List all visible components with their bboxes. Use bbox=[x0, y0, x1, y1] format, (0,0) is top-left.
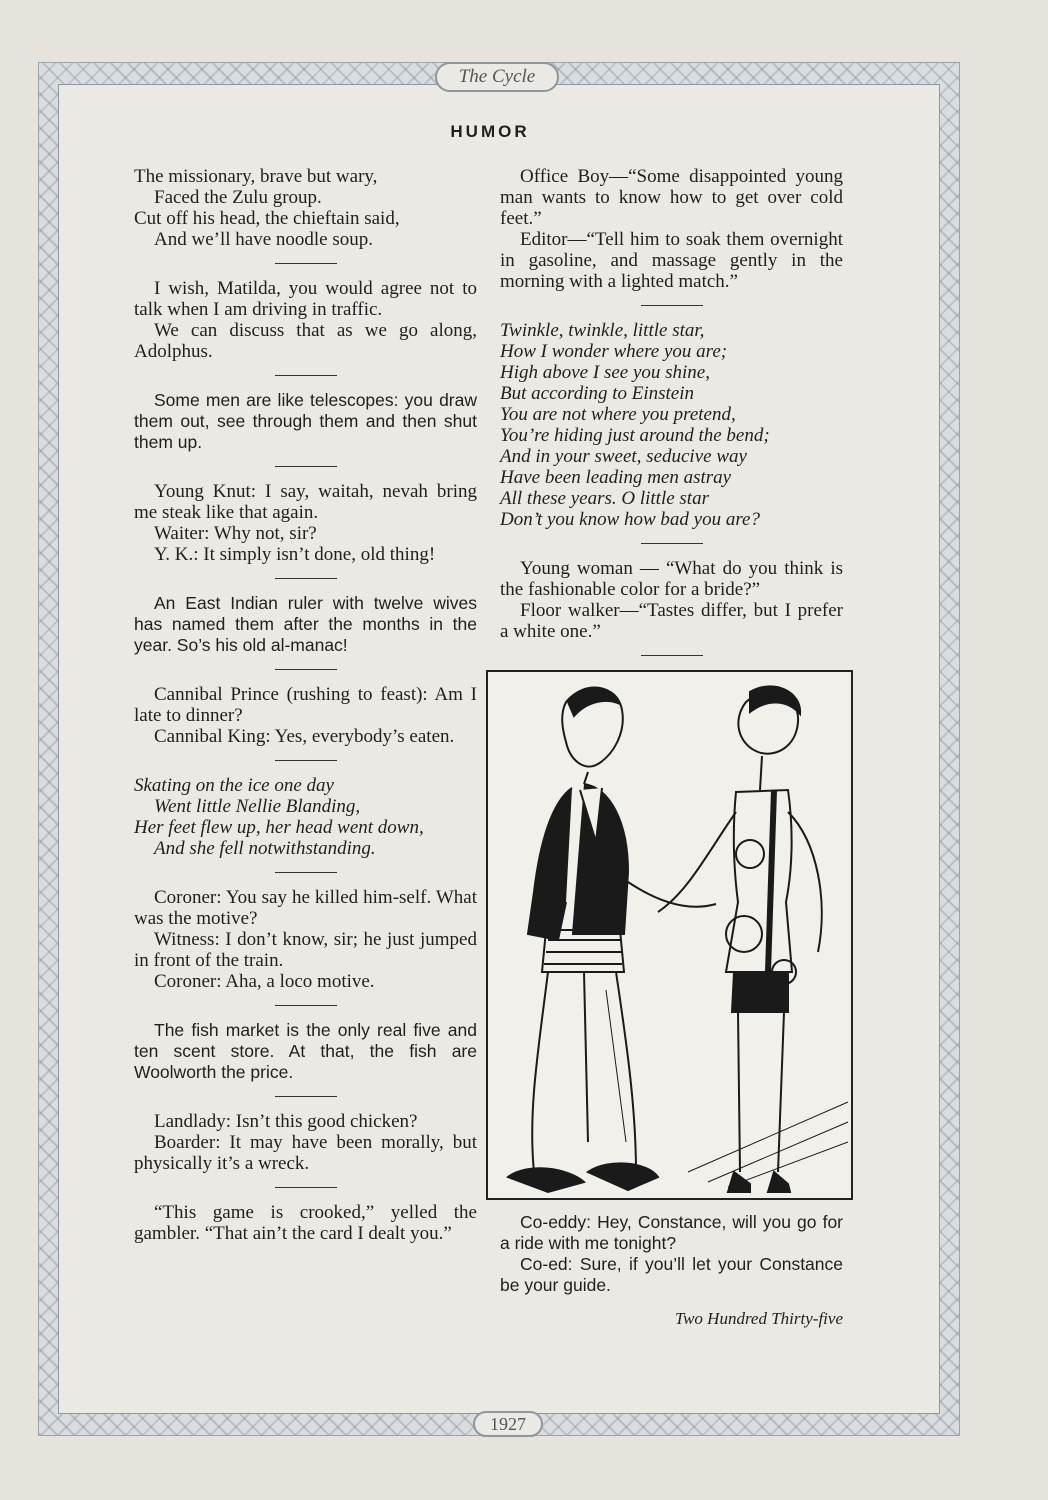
frame-title: The Cycle bbox=[435, 62, 559, 92]
divider bbox=[275, 1005, 337, 1006]
telescopes-joke: Some men are like telescopes: you draw them out, see through them and then shut them up. bbox=[134, 390, 477, 452]
coroner-dialogue: Coroner: Aha, a loco motive. bbox=[154, 971, 375, 992]
left-column bbox=[134, 166, 477, 1244]
verse-line: Cut off his head, the chieftain said, bbox=[134, 208, 400, 229]
coroner-dialogue: Coroner: You say he killed him-self. What was the motive? bbox=[134, 887, 477, 929]
cartoon-couple-drawing bbox=[488, 672, 851, 1198]
knut-dialogue: Waiter: Why not, sir? bbox=[154, 523, 317, 544]
verse-line: Twinkle, twinkle, little star, bbox=[500, 320, 705, 341]
divider bbox=[275, 1187, 337, 1188]
divider bbox=[275, 578, 337, 579]
page-number: Two Hundred Thirty-five bbox=[674, 1309, 843, 1328]
matilda-joke: I wish, Matilda, you would agree not to talk when I am driving in traffic. bbox=[134, 278, 477, 320]
verse-line: And we’ll have noodle soup. bbox=[154, 229, 373, 250]
verse-line: And she fell notwithstanding. bbox=[154, 838, 376, 859]
divider bbox=[641, 655, 703, 656]
verse-line: High above I see you shine, bbox=[500, 362, 710, 383]
office-dialogue: Office Boy—“Some disappointed young man wants to know how to get over cold feet.” bbox=[500, 166, 843, 229]
matilda-joke-reply: We can discuss that as we go along, Adolphus. bbox=[134, 320, 477, 362]
knut-dialogue: Y. K.: It simply isn’t done, old thing! bbox=[154, 544, 436, 565]
frame-year: 1927 bbox=[473, 1411, 543, 1437]
coroner-dialogue: Witness: I don’t know, sir; he just jumped in front of the train. bbox=[134, 929, 477, 971]
cannibal-dialogue: Cannibal Prince (rushing to feast): Am I late to dinner? bbox=[134, 684, 477, 726]
page-heading: HUMOR bbox=[450, 122, 530, 141]
gambler-joke: “This game is crooked,” yelled the gambler. “That ain’t the card I dealt you.” bbox=[134, 1202, 477, 1244]
divider bbox=[641, 305, 703, 306]
cannibal-dialogue: Cannibal King: Yes, everybody’s eaten. bbox=[154, 726, 455, 747]
verse-line: You’re hiding just around the bend; bbox=[500, 425, 770, 446]
twinkle-verse bbox=[500, 320, 843, 530]
verse-line: Have been leading men astray bbox=[500, 467, 732, 488]
verse-line: Went little Nellie Blanding, bbox=[154, 796, 361, 817]
verse-line: And in your sweet, seducive way bbox=[500, 446, 747, 467]
verse-line: All these years. O little star bbox=[500, 488, 709, 509]
missionary-verse bbox=[134, 166, 477, 250]
verse-line: Skating on the ice one day bbox=[134, 775, 334, 796]
verse-line: The missionary, brave but wary, bbox=[134, 166, 378, 187]
verse-line: How I wonder where you are; bbox=[500, 341, 728, 362]
cartoon-caption: Co-eddy: Hey, Constance, will you go for a ride with me tonight? bbox=[500, 1212, 843, 1253]
cartoon-caption: Co-ed: Sure, if you’ll let your Constance be your guide. bbox=[500, 1254, 843, 1295]
right-column bbox=[500, 166, 843, 1329]
divider bbox=[275, 466, 337, 467]
ruler-joke: An East Indian ruler with twelve wives has named them after the months in the year. So’s his old al-manac! bbox=[134, 593, 477, 655]
verse-line: Her feet flew up, her head went down, bbox=[134, 817, 424, 838]
knut-dialogue: Young Knut: I say, waitah, nevah bring me steak like that again. bbox=[134, 481, 477, 523]
verse-line: But according to Einstein bbox=[500, 383, 695, 404]
divider bbox=[641, 543, 703, 544]
bride-dialogue: Floor walker—“Tastes differ, but I prefer a white one.” bbox=[500, 600, 843, 642]
bride-dialogue: Young woman — “What do you think is the fashionable color for a bride?” bbox=[500, 558, 843, 600]
verse-line: Don’t you know how bad you are? bbox=[500, 509, 760, 530]
divider bbox=[275, 263, 337, 264]
office-dialogue: Editor—“Tell him to soak them overnight in gasoline, and massage gently in the morning with a lighted match.” bbox=[500, 229, 843, 292]
divider bbox=[275, 669, 337, 670]
verse-line: You are not where you pretend, bbox=[500, 404, 736, 425]
verse-line: Faced the Zulu group. bbox=[154, 187, 322, 208]
landlady-dialogue: Boarder: It may have been morally, but physically it’s a wreck. bbox=[134, 1132, 477, 1174]
divider bbox=[275, 1096, 337, 1097]
fish-joke: The fish market is the only real five and ten scent store. At that, the fish are Woolworth the price. bbox=[134, 1020, 477, 1082]
cartoon-illustration bbox=[486, 670, 853, 1200]
divider bbox=[275, 872, 337, 873]
divider bbox=[275, 375, 337, 376]
skating-verse bbox=[134, 775, 477, 859]
landlady-dialogue: Landlady: Isn’t this good chicken? bbox=[154, 1111, 418, 1132]
divider bbox=[275, 760, 337, 761]
